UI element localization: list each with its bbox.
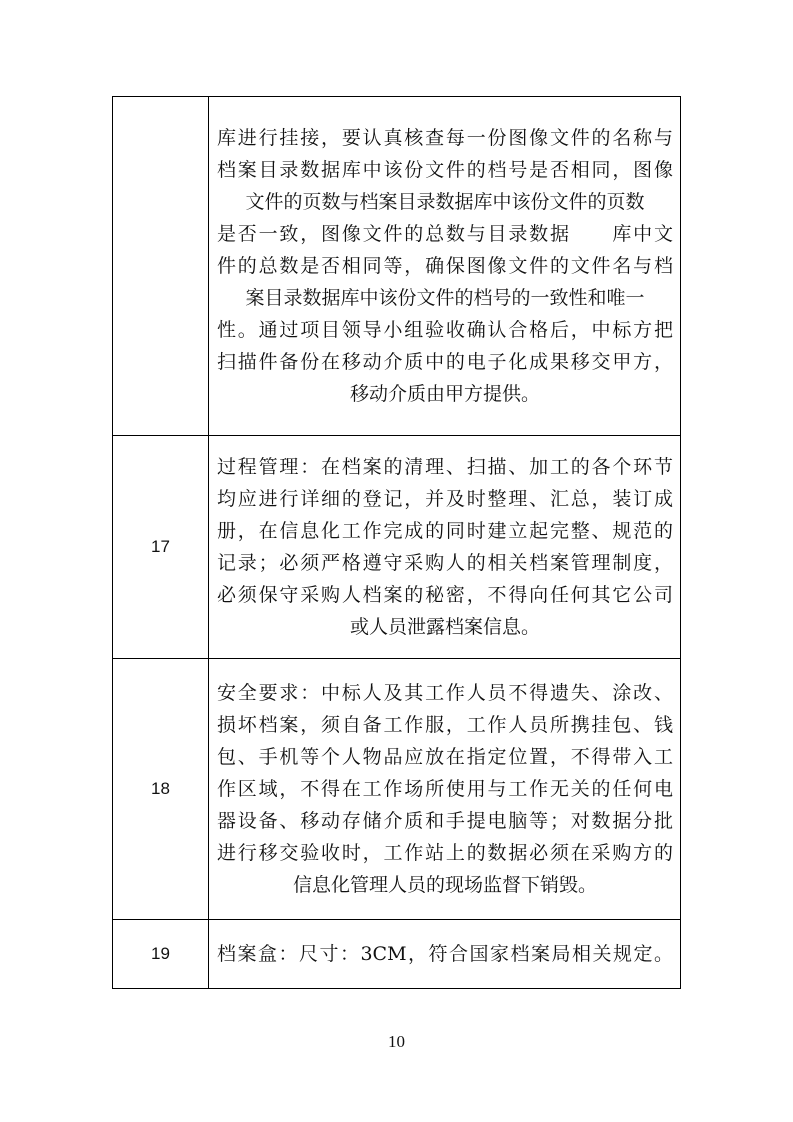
row-content-cell [209,97,681,436]
page-number: 10 [388,1032,405,1051]
text-line: 或人员泄露档案信息。 [349,616,540,638]
text-line: 均应进行详细的登记，并及时整理、汇总，装订成 [217,488,673,510]
text-line: 安全要求：中标人及其工作人员不得遗失、涂改、 [217,682,673,704]
text-line: 器设备、移动存储介质和手提电脑等；对数据分批 [217,810,673,832]
text-line: 过程管理：在档案的清理、扫描、加工的各个环节 [217,456,673,478]
requirements-table [112,96,681,989]
table-row [113,920,681,989]
text-line: 件的总数是否相同等，确保图像文件的文件名与档 [217,255,673,277]
row-number-cell [113,97,209,436]
row-content-cell [209,436,681,659]
row-number-cell: 18 [113,659,209,920]
text-line: 记录；必须严格遵守采购人的相关档案管理制度， [217,552,673,574]
text-line: 是否一致，图像文件的总数与目录数据 库中文 [217,223,673,245]
text-line: 库进行挂接，要认真核查每一份图像文件的名称与 [217,127,673,149]
text-line: 册，在信息化工作完成的同时建立起完整、规范的 [217,520,673,542]
text-line: 移动介质由甲方提供。 [349,383,540,405]
text-line: 档案目录数据库中该份文件的档号是否相同，图像 [217,159,673,181]
table-row [113,436,681,659]
text-line: 性。通过项目领导小组验收确认合格后，中标方把 [217,319,673,341]
table-row [113,97,681,436]
row-number-cell: 19 [113,920,209,989]
text-line: 扫描件备份在移动介质中的电子化成果移交甲方， [217,351,673,373]
text-line: 案目录数据库中该份文件的档号的一致性和唯一 [245,287,645,309]
text-line: 必须保守采购人档案的秘密，不得向任何其它公司 [217,584,673,606]
text-line: 进行移交验收时，工作站上的数据必须在采购方的 [217,842,673,864]
text-line: 信息化管理人员的现场监督下销毁。 [292,874,597,896]
row-content-cell [209,920,681,989]
text-line: 档案盒：尺寸：3CM，符合国家档案局相关规定。 [217,943,673,965]
text-line: 损坏档案，须自备工作服，工作人员所携挂包、钱 [217,714,673,736]
text-line: 作区域，不得在工作场所使用与工作无关的任何电 [217,778,673,800]
text-line: 包、手机等个人物品应放在指定位置，不得带入工 [217,746,673,768]
row-number-cell: 17 [113,436,209,659]
row-content-cell [209,659,681,920]
text-line: 文件的页数与档案目录数据库中该份文件的页数 [245,191,645,213]
table-row [113,659,681,920]
